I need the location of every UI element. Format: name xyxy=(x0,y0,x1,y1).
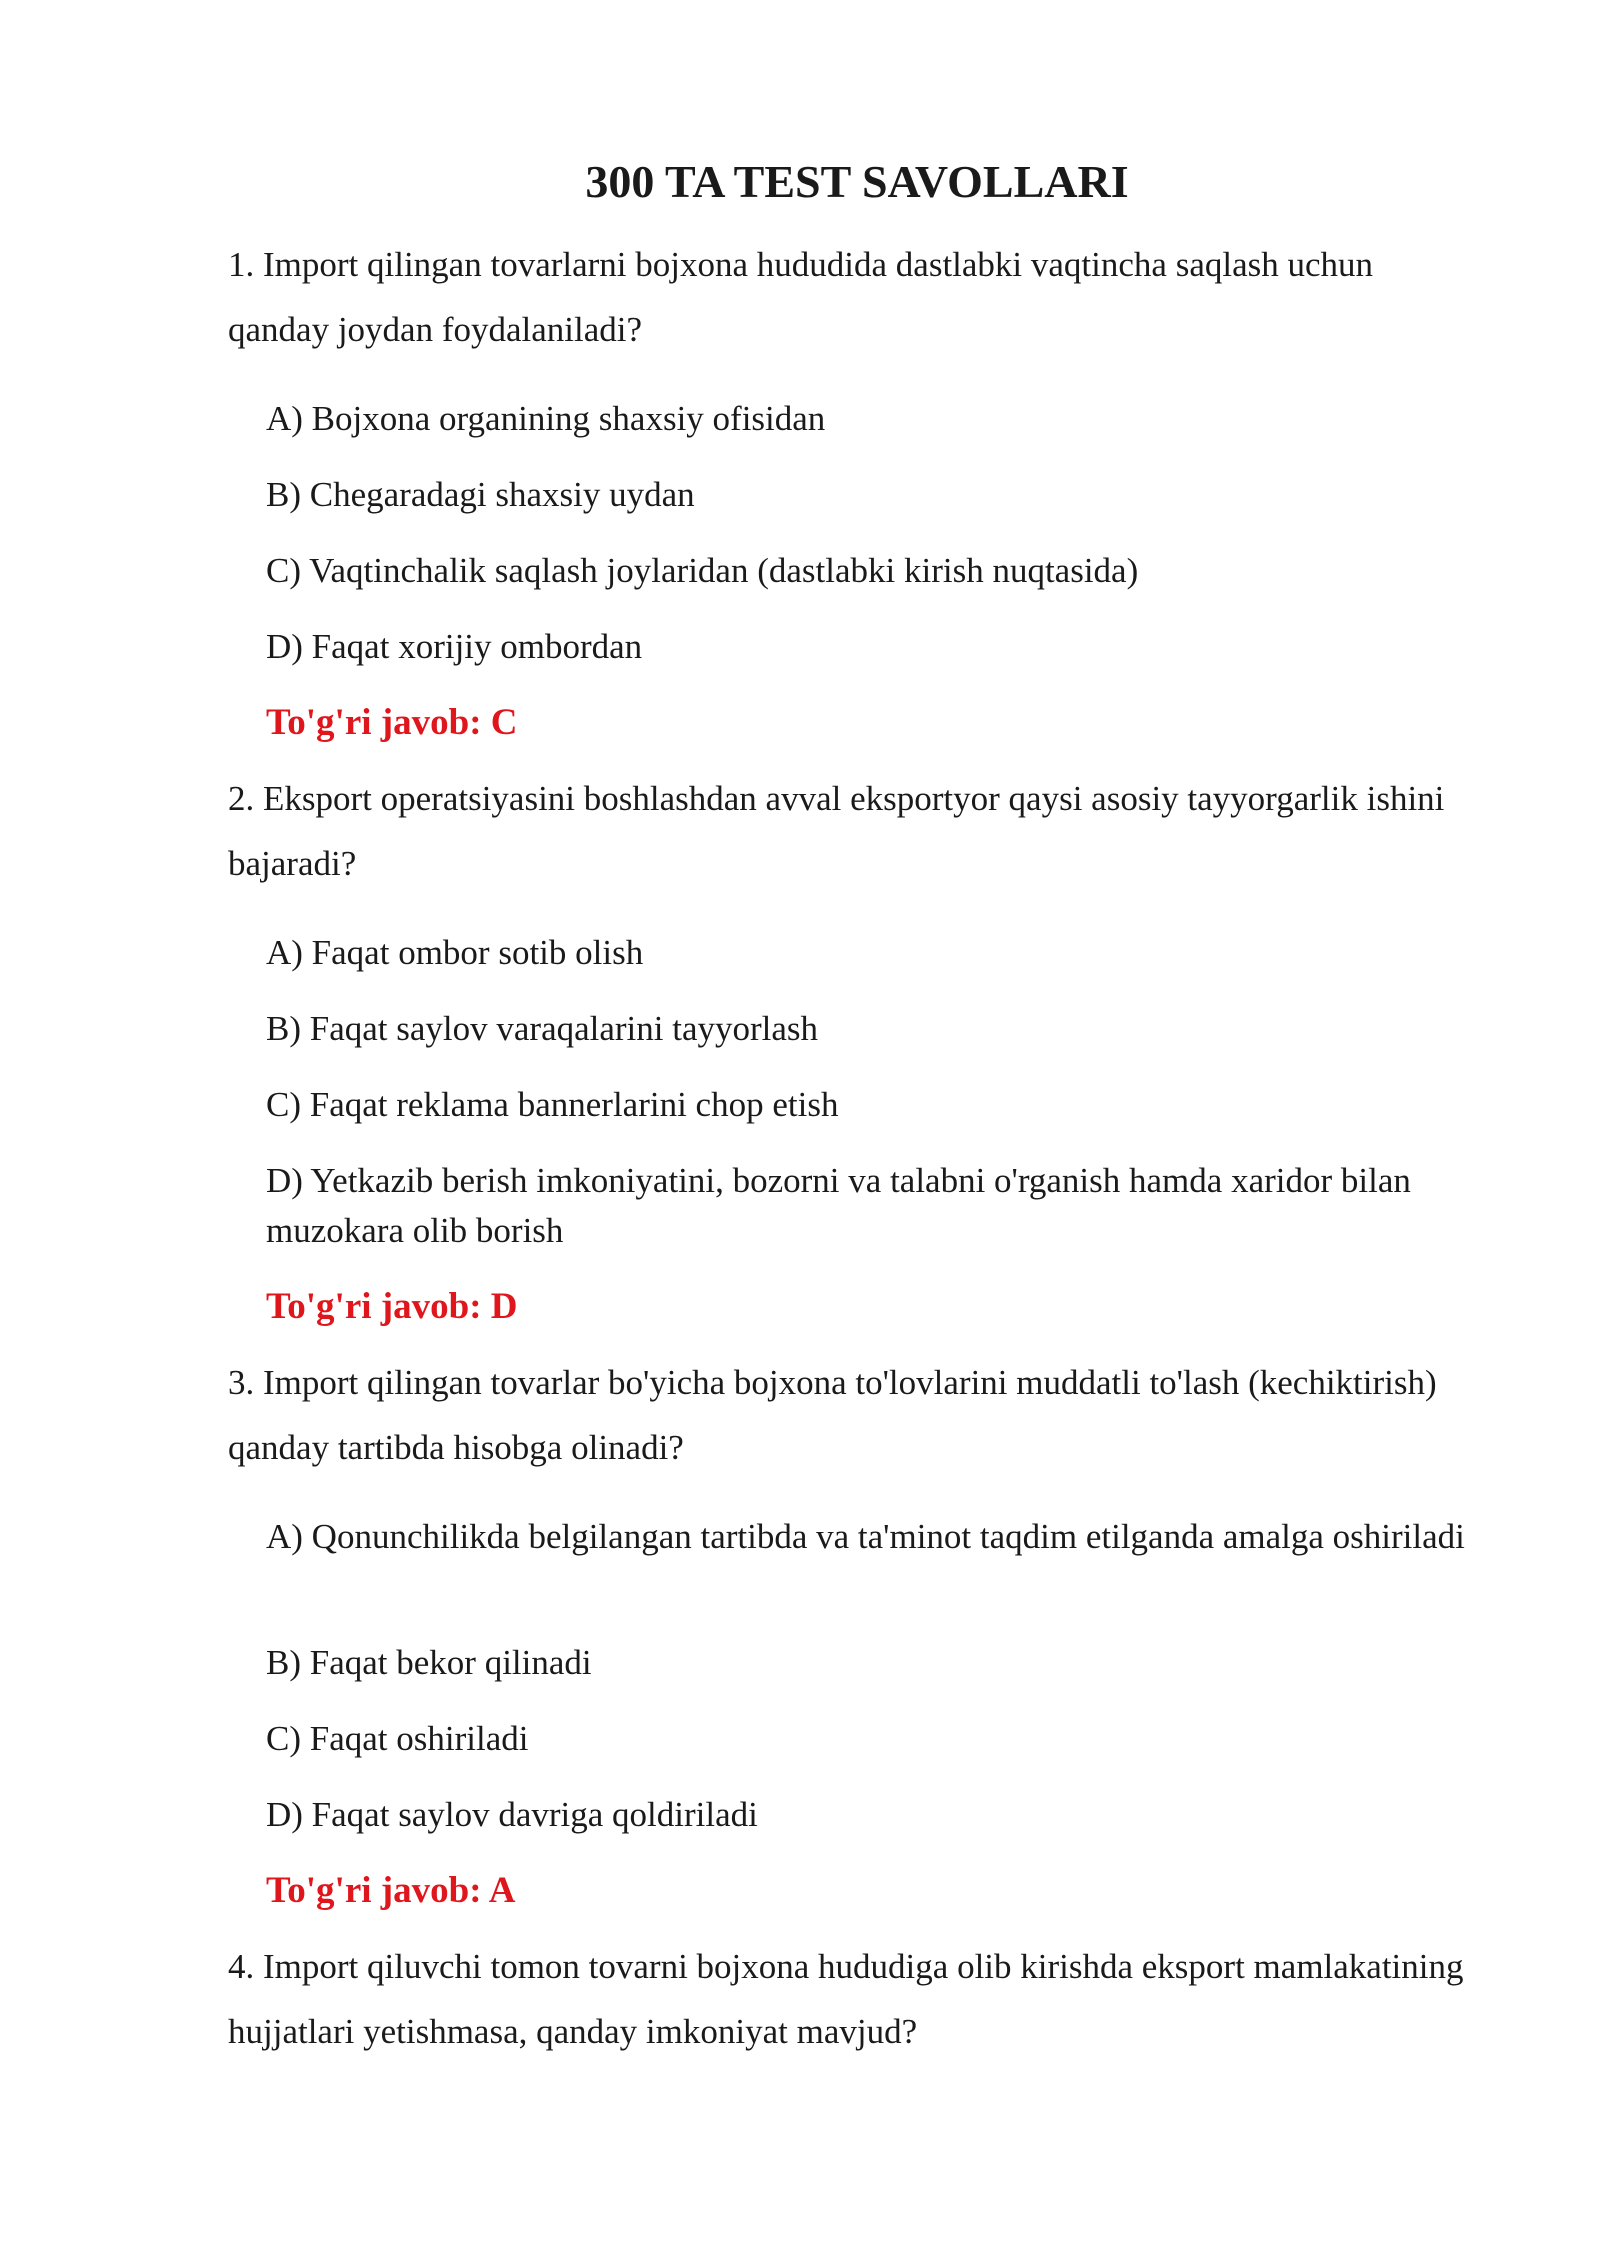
question-2-text: 2. Eksport operatsiyasini boshlashdan avval eksportyor qaysi asosiy tayyorgarlik ishini bajaradi? xyxy=(228,779,1445,883)
question-3-text: 3. Import qilingan tovarlar bo'yicha bojxona to'lovlarini muddatli to'lash (kechiktirish) qanday tartibda hisobga olinadi? xyxy=(228,1363,1437,1467)
question-1-text: 1. Import qilingan tovarlarni bojxona hududida dastlabki vaqtincha saqlash uchun qanday joydan foydalaniladi? xyxy=(228,245,1374,349)
question-3-option-b: B) Faqat bekor qilinadi xyxy=(266,1643,592,1682)
question-1-option-c: C) Vaqtinchalik saqlash joylaridan (dastlabki kirish nuqtasida) xyxy=(266,551,1139,590)
question-3-option-d: D) Faqat saylov davriga qoldiriladi xyxy=(266,1795,758,1834)
question-3-option-c: C) Faqat oshiriladi xyxy=(266,1719,529,1758)
question-2-option-c: C) Faqat reklama bannerlarini chop etish xyxy=(266,1085,839,1124)
question-2-answer: To'g'ri javob: D xyxy=(266,1286,518,1327)
question-1-option-d: D) Faqat xorijiy ombordan xyxy=(266,627,643,666)
question-2-option-d: D) Yetkazib berish imkoniyatini, bozorni va talabni o'rganish hamda xaridor bilan muzokara olib borish xyxy=(266,1161,1411,1250)
question-3-option-a: A) Qonunchilikda belgilangan tartibda va ta'minot taqdim etilganda amalga oshiriladi xyxy=(266,1517,1465,1556)
question-2-option-b: B) Faqat saylov varaqalarini tayyorlash xyxy=(266,1009,819,1048)
document-title: 300 TA TEST SAVOLLARI xyxy=(585,156,1129,207)
question-4-text: 4. Import qiluvchi tomon tovarni bojxona hududiga olib kirishda eksport mamlakatining hujjatlari yetishmasa, qanday imkoniyat mavjud? xyxy=(228,1947,1464,2051)
question-1-option-b: B) Chegaradagi shaxsiy uydan xyxy=(266,475,695,514)
question-1-option-a: A) Bojxona organining shaxsiy ofisidan xyxy=(266,399,826,438)
question-3-answer: To'g'ri javob: A xyxy=(266,1870,516,1911)
question-1-answer: To'g'ri javob: C xyxy=(266,702,518,743)
question-2-option-a: A) Faqat ombor sotib olish xyxy=(266,933,644,972)
